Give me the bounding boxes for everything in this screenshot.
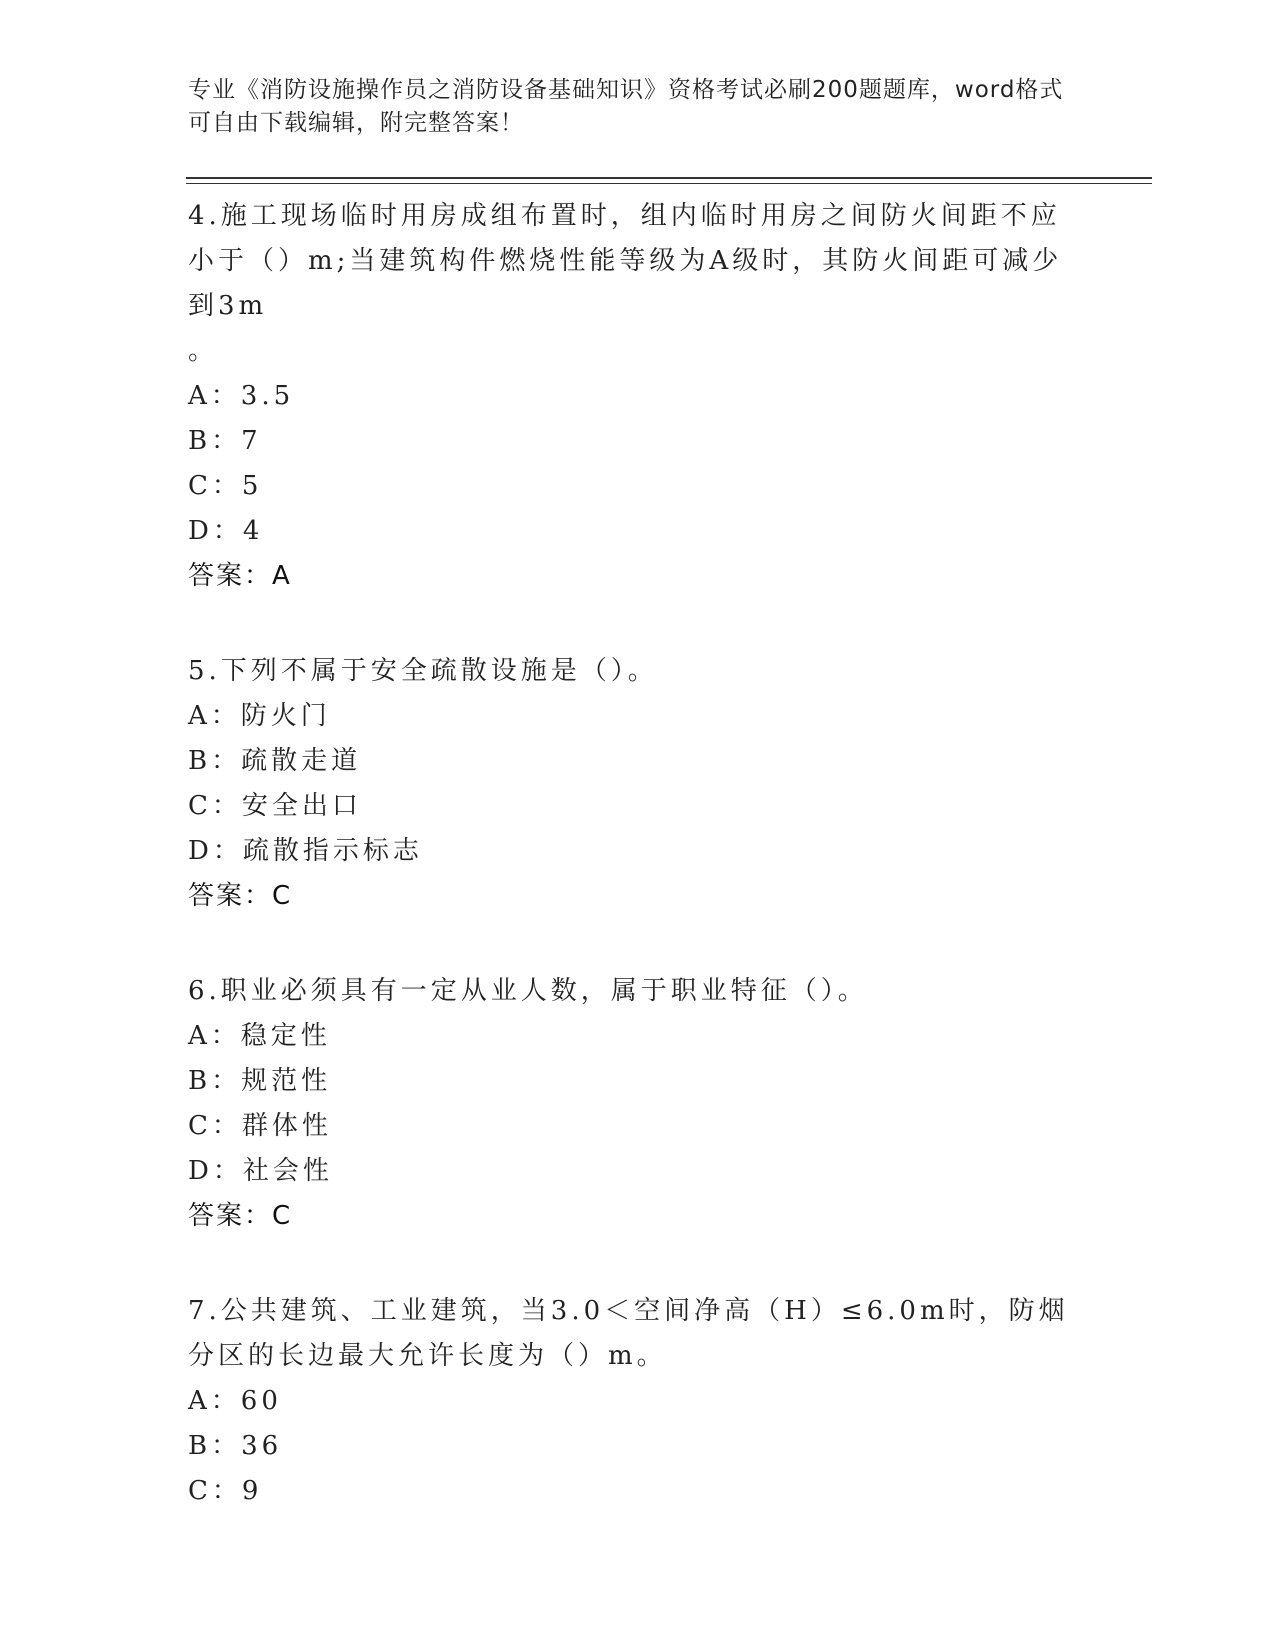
- option-letter: C：: [188, 1111, 242, 1141]
- option-text: 规范性: [241, 1066, 332, 1096]
- option-text: 5: [241, 471, 263, 501]
- question-list: [188, 194, 1088, 1564]
- option-letter: B：: [188, 746, 242, 776]
- option-letter: A：: [188, 1021, 241, 1051]
- option-text: 防火门: [240, 701, 331, 731]
- option-letter: D：: [188, 516, 243, 546]
- option-d: [188, 509, 1088, 554]
- option-letter: A：: [188, 1386, 241, 1416]
- option-letter: D：: [188, 1156, 243, 1186]
- question-7: [188, 1289, 1088, 1514]
- question-stem-text: 7.公共建筑、工业建筑，当3.0＜空间净高（H）≤6.0m时，防烟分区的长边最大允许长度为（）m。: [188, 1296, 1069, 1371]
- option-a: [188, 374, 1088, 419]
- option-text: 群体性: [241, 1111, 332, 1141]
- option-letter: D：: [188, 836, 243, 866]
- question-5: [188, 649, 1088, 919]
- option-a: [188, 1379, 1088, 1424]
- option-c: [188, 1469, 1088, 1514]
- option-text: 社会性: [242, 1156, 333, 1186]
- option-text: 36: [241, 1431, 283, 1461]
- header-divider-thick: [186, 177, 1152, 179]
- option-c: [188, 1104, 1088, 1149]
- option-text: 60: [240, 1386, 282, 1416]
- option-letter: C：: [188, 791, 242, 821]
- question-stem-text: 6.职业必须具有一定从业人数，属于职业特征（）。: [188, 976, 868, 1006]
- option-d: [188, 829, 1088, 874]
- question-stem-text: 4.施工现场临时用房成组布置时，组内临时用房之间防火间距不应小于（）m;当建筑构件燃烧性能等级为A级时，其防火间距可减少到3m: [188, 201, 1063, 321]
- option-a: [188, 694, 1088, 739]
- option-c: [188, 784, 1088, 829]
- question-stem: [188, 1289, 1088, 1379]
- question-stem: [188, 969, 1088, 1014]
- option-c: [188, 464, 1088, 509]
- option-text: 7: [241, 426, 262, 456]
- document-header: 专业《消防设施操作员之消防设备基础知识》资格考试必刷200题题库，word格式可自由下载编辑，附完整答案！: [188, 77, 1064, 136]
- option-letter: A：: [188, 701, 241, 731]
- option-text: 3.5: [240, 381, 295, 411]
- option-text: 9: [241, 1476, 263, 1506]
- option-letter: A：: [188, 381, 241, 411]
- question-stem-trail: 。: [188, 336, 219, 366]
- option-letter: C：: [188, 471, 242, 501]
- option-letter: B：: [188, 426, 242, 456]
- option-d: [188, 1149, 1088, 1194]
- question-stem: [188, 649, 1088, 694]
- answer-line: 答案：C: [188, 881, 293, 911]
- header-divider-thin: [186, 183, 1152, 184]
- option-b: [188, 1424, 1088, 1469]
- question-stem-text: 5.下列不属于安全疏散设施是（）。: [188, 656, 658, 686]
- answer-line: 答案：A: [188, 561, 292, 591]
- option-text: 安全出口: [241, 791, 362, 821]
- question-6: [188, 969, 1088, 1239]
- option-text: 稳定性: [240, 1021, 331, 1051]
- option-b: [188, 419, 1088, 464]
- answer-line: 答案：C: [188, 1201, 293, 1231]
- option-b: [188, 739, 1088, 784]
- option-text: 疏散走道: [241, 746, 362, 776]
- option-text: 疏散指示标志: [242, 836, 423, 866]
- option-letter: B：: [188, 1066, 242, 1096]
- question-stem: [188, 194, 1088, 374]
- option-text: 4: [242, 516, 264, 546]
- question-4: [188, 194, 1088, 599]
- option-letter: C：: [188, 1476, 242, 1506]
- option-a: [188, 1014, 1088, 1059]
- option-letter: B：: [188, 1431, 242, 1461]
- option-b: [188, 1059, 1088, 1104]
